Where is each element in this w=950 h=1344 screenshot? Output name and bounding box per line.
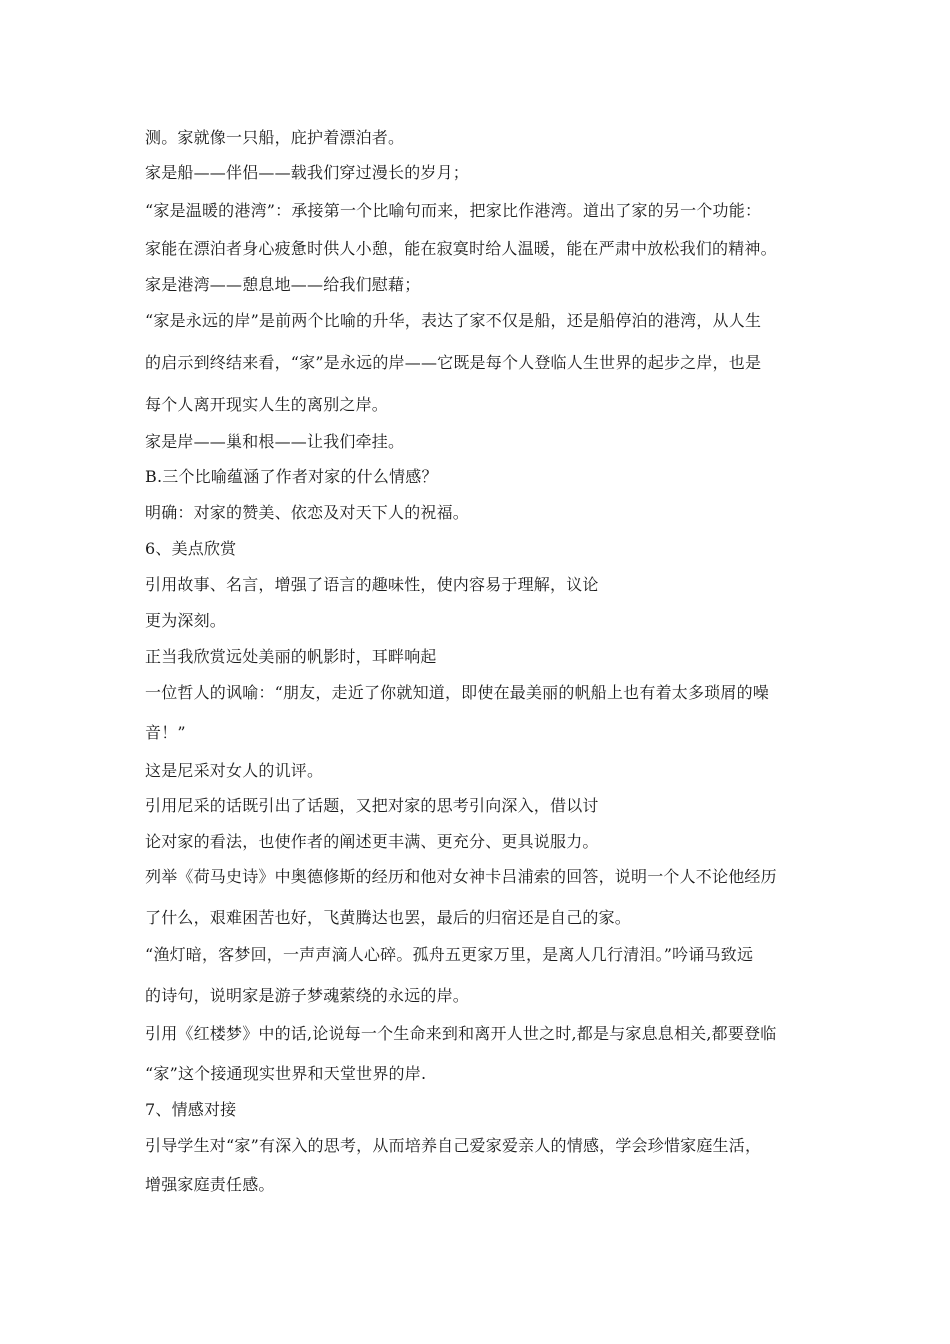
text-line: “家”这个接通现实世界和天堂世界的岸. bbox=[145, 1064, 427, 1083]
text-line: 一位哲人的讽喻：“朋友，走近了你就知道，即使在最美丽的帆船上也有着太多琐屑的噪 bbox=[145, 683, 769, 702]
text-line: 的启示到终结来看，“家”是永远的岸——它既是每个人登临人生世界的起步之岸，也是 bbox=[145, 353, 762, 372]
text-line: 家能在漂泊者身心疲惫时供人小憩，能在寂寞时给人温暖，能在严肃中放松我们的精神。 bbox=[145, 239, 777, 258]
section-heading: 6、美点欣赏 bbox=[145, 539, 237, 558]
text-line: 引用故事、名言，增强了语言的趣味性，使内容易于理解，议论 bbox=[145, 575, 599, 594]
text-line: 明确：对家的赞美、依恋及对天下人的祝福。 bbox=[145, 503, 470, 522]
text-line: “家是温暖的港湾”：承接第一个比喻句而来，把家比作港湾。道出了家的另一个功能： bbox=[145, 201, 762, 220]
text-line: 音！” bbox=[145, 723, 186, 742]
text-line: 每个人离开现实人生的离别之岸。 bbox=[145, 395, 389, 414]
text-line: 这是尼采对女人的讥评。 bbox=[145, 761, 324, 780]
text-line: “渔灯暗，客梦回，一声声滴人心碎。孤舟五更家万里，是离人几行清泪。”吟诵马致远 bbox=[145, 945, 754, 964]
text-line: 引用尼采的话既引出了话题，又把对家的思考引向深入，借以讨 bbox=[145, 796, 599, 815]
text-line: 的诗句，说明家是游子梦魂萦绕的永远的岸。 bbox=[145, 986, 470, 1005]
text-line: 家是港湾——憩息地——给我们慰藉； bbox=[145, 275, 421, 294]
text-line: 更为深刻。 bbox=[145, 611, 227, 630]
text-line: 测。家就像一只船，庇护着漂泊者。 bbox=[145, 128, 405, 147]
text-line: 增强家庭责任感。 bbox=[145, 1175, 275, 1194]
text-line: 引导学生对“家”有深入的思考，从而培养自己爱家爱亲人的情感，学会珍惜家庭生活， bbox=[145, 1136, 762, 1155]
text-line: 列举《荷马史诗》中奥德修斯的经历和他对女神卡吕浦索的回答，说明一个人不论他经历 bbox=[145, 867, 777, 886]
text-line: 家是岸——巢和根——让我们牵挂。 bbox=[145, 432, 405, 451]
text-line: B.三个比喻蕴涵了作者对家的什么情感？ bbox=[145, 467, 438, 486]
text-line: 论对家的看法，也使作者的阐述更丰满、更充分、更具说服力。 bbox=[145, 832, 599, 851]
text-line: “家是永远的岸”是前两个比喻的升华，表达了家不仅是船，还是船停泊的港湾，从人生 bbox=[145, 311, 762, 330]
section-heading: 7、情感对接 bbox=[145, 1100, 237, 1119]
text-line: 了什么，艰难困苦也好，飞黄腾达也罢，最后的归宿还是自己的家。 bbox=[145, 908, 632, 927]
text-line: 引用《红楼梦》中的话,论说每一个生命来到和离开人世之时,都是与家息息相关,都要登临 bbox=[145, 1024, 777, 1043]
text-line: 家是船——伴侣——载我们穿过漫长的岁月； bbox=[145, 163, 470, 182]
text-line: 正当我欣赏远处美丽的帆影时，耳畔响起 bbox=[145, 647, 437, 666]
